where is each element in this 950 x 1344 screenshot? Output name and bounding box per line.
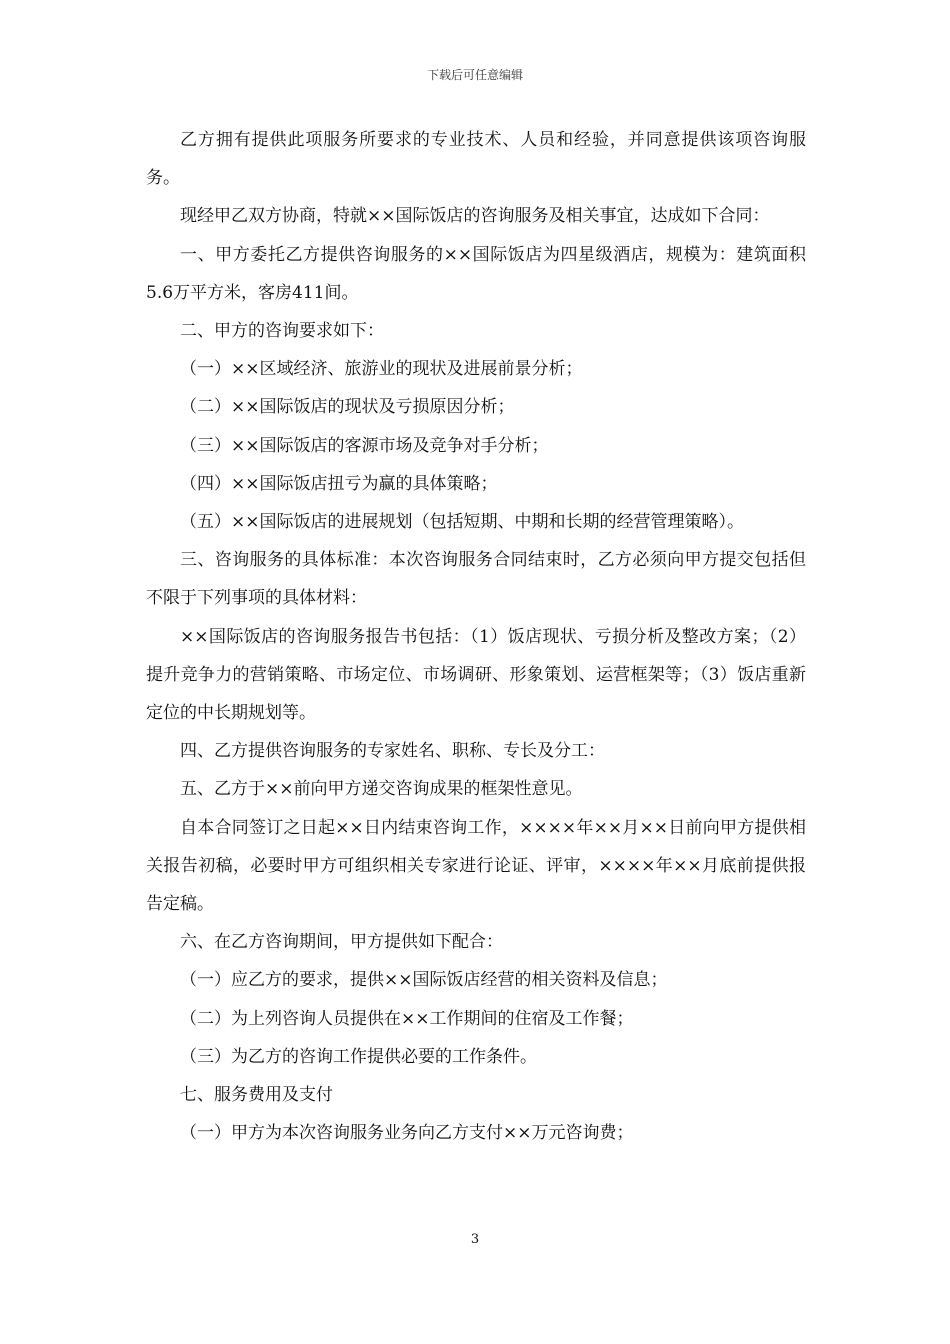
list-item: （二）为上列咨询人员提供在××工作期间的住宿及工作餐； <box>180 1008 634 1029</box>
paragraph: 现经甲乙双方协商，特就××国际饭店的咨询服务及相关事宜，达成如下合同： <box>180 206 770 227</box>
clause-6-heading: 六、在乙方咨询期间，甲方提供如下配合： <box>180 932 503 953</box>
page-header: 下载后可任意编辑 <box>426 68 523 82</box>
clause-7-heading: 七、服务费用及支付 <box>180 1085 333 1106</box>
list-item: （一）××区域经济、旅游业的现状及进展前景分析； <box>180 359 583 380</box>
paragraph: 乙方拥有提供此项服务所要求的专业技术、人员和经验，并同意提供该项咨询服务。 <box>146 130 806 189</box>
paragraph: 自本合同签订之日起××日内结束咨询工作，××××年××月××日前向甲方提供相关报告初稿，必要时甲方可组织相关专家进行论证、评审，××××年××月底前提供报告定稿。 <box>146 817 806 915</box>
list-item: （二）××国际饭店的现状及亏损原因分析； <box>180 397 515 418</box>
list-item: （一）甲方为本次咨询服务业务向乙方支付××万元咨询费； <box>180 1123 634 1144</box>
clause-5: 五、乙方于××前向甲方递交咨询成果的框架性意见。 <box>180 779 583 800</box>
list-item: （五）××国际饭店的进展规划（包括短期、中期和长期的经营管理策略）。 <box>180 512 744 533</box>
list-item: （三）××国际饭店的客源市场及竞争对手分析； <box>180 435 549 456</box>
document-body <box>146 121 806 1152</box>
clause-4: 四、乙方提供咨询服务的专家姓名、职称、专长及分工： <box>180 741 605 762</box>
clause-2-heading: 二、甲方的咨询要求如下： <box>180 321 384 342</box>
clause-1: 一、甲方委托乙方提供咨询服务的××国际饭店为四星级酒店，规模为：建筑面积5.6万平方米，客房411间。 <box>146 244 806 303</box>
page-number: 3 <box>470 1232 480 1247</box>
paragraph: ××国际饭店的咨询服务报告书包括：（1）饭店现状、亏损分析及整改方案；（2）提升竞争力的营销策略、市场定位、市场调研、形象策划、运营框架等；（3）饭店重新定位的中长期规划等。 <box>146 626 806 724</box>
list-item: （一）应乙方的要求，提供××国际饭店经营的相关资料及信息； <box>180 970 668 991</box>
clause-3: 三、咨询服务的具体标准：本次咨询服务合同结束时，乙方必须向甲方提交包括但不限于下列事项的具体材料： <box>146 550 806 609</box>
list-item: （三）为乙方的咨询工作提供必要的工作条件。 <box>180 1046 537 1067</box>
list-item: （四）××国际饭店扭亏为赢的具体策略； <box>180 473 498 494</box>
